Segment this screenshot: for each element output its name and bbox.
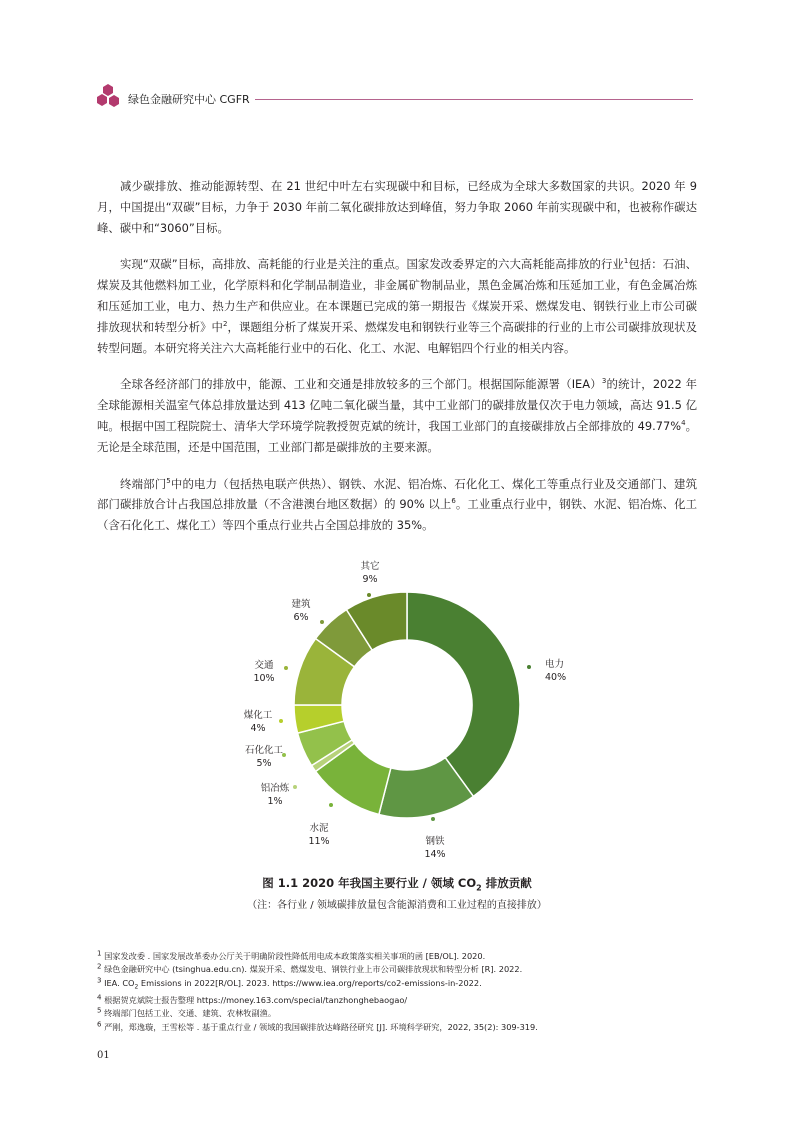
- slice-value-label: 9%: [362, 574, 378, 585]
- slice-category-label: 铝冶炼: [260, 783, 290, 794]
- footnote-ref: 2: [97, 962, 102, 971]
- slice-value-label: 6%: [293, 612, 309, 623]
- footnote-ref: 1: [97, 949, 102, 958]
- donut-chart-svg: [97, 555, 697, 875]
- slice-category-label: 煤化工: [243, 710, 273, 721]
- text-run: 终端部门包括工业、交通、建筑、农林牧副渔。: [101, 1008, 277, 1019]
- leader-dot: [284, 666, 288, 670]
- slice-category-label: 建筑: [291, 599, 311, 610]
- text-run: 的统计，2022 年全球能源相关温室气体总排放量达到 413 亿吨二氧化碳当量，其中工业部门的碳排放量仅次于电力领域，高达 91.5 亿吨。根据中国工程院院士、清华大学环境学院教授贺克斌的统计，我国工业部门的直接碳排放占全部排放的 49.77%: [97, 377, 698, 433]
- footnotes: [97, 950, 697, 1034]
- slice-value-label: 11%: [308, 836, 330, 847]
- text-run: 根据贺克斌院士报告整理 https://money.163.com/special/tanzhonghebaogao/: [101, 994, 408, 1005]
- footnote-item: [97, 977, 697, 994]
- slice-value-label: 14%: [424, 849, 446, 860]
- leader-dot: [329, 803, 333, 807]
- footnote-item: [97, 950, 697, 963]
- text-run: 中的电力（包括热电联产供热）、钢铁、水泥、铝冶炼、石化化工、煤化工等重点行业及交通部门、建筑部门碳排放合计占我国总排放量（不含港澳台地区数据）的 90% 以上: [97, 476, 697, 512]
- footnote-ref: 6: [97, 1019, 102, 1028]
- footnote-ref: 1: [623, 257, 629, 266]
- footnote-ref: 3: [601, 377, 607, 386]
- text-run: 实现“双碳”目标，高排放、高耗能的行业是关注的重点。国家发改委界定的六大高耗能高排放的行业: [120, 257, 624, 272]
- text-run: 绿色金融研究中心 (tsinghua.edu.cn). 煤炭开采、燃煤发电、钢铁行业上市公司碳排放现状和转型分析 [R]. 2022.: [101, 964, 523, 975]
- footnote-item: [97, 963, 697, 976]
- body-text: [97, 176, 697, 552]
- slice-value-label: 5%: [256, 758, 272, 769]
- paragraph: [97, 374, 697, 457]
- paragraph: [97, 474, 697, 536]
- slice-value-label: 1%: [267, 796, 283, 807]
- subscript: 2: [134, 983, 139, 991]
- text-run: 全球各经济部门的排放中，能源、工业和交通是排放较多的三个部门。根据国际能源署（IEA）: [120, 377, 602, 392]
- emissions-donut-chart: [97, 555, 697, 875]
- leader-dot: [320, 620, 324, 624]
- slice-category-label: 交通: [254, 660, 274, 671]
- text-run: 减少碳排放、推动能源转型、在 21 世纪中叶左右实现碳中和目标，已经成为全球大多数国家的共识。2020 年 9 月，中国提出“双碳”目标，力争于 2030 年前二氧化碳排放达到峰值，努力争取 2060 年前实现碳中和，也被称作碳达峰、碳中和“3060”目标。: [97, 179, 697, 235]
- text-run: 严刚，郑逸璇，王雪松等 . 基于重点行业 / 领域的我国碳排放达峰路径研究 [J]. 环境科学研究，2022, 35(2): 309-319.: [101, 1021, 538, 1032]
- text-run: ，课题组分析了煤炭开采、燃煤发电和钢铁行业等三个高碳排的行业的上市公司碳排放现状及转型问题。本研究将关注六大高耗能行业中的石化、化工、水泥、电解铝四个行业的相关内容。: [97, 319, 697, 355]
- donut-slice: [407, 592, 520, 796]
- text-run: Emissions in 2022[R/OL]. 2023. https://www.iea.org/reports/co2-emissions-in-2022.: [138, 977, 482, 988]
- text-run: 。工业重点行业中，钢铁、水泥、铝冶炼、化工（含石化化工、煤化工）等四个重点行业共占全国总排放的 35%。: [97, 497, 697, 533]
- slice-category-label: 钢铁: [425, 836, 445, 847]
- header-divider: [255, 99, 693, 100]
- slice-value-label: 40%: [545, 672, 567, 683]
- footnote-item: [97, 994, 697, 1007]
- paragraph: [97, 254, 697, 358]
- figure-caption: [97, 874, 697, 914]
- hexagon-cluster-logo-icon: [97, 84, 119, 108]
- footnote-item: [97, 1007, 697, 1020]
- text-run: IEA. CO: [101, 977, 135, 988]
- footnote-item: [97, 1021, 697, 1034]
- slice-category-label: 水泥: [309, 823, 329, 834]
- footnote-ref: 5: [97, 1006, 102, 1015]
- footnote-ref: 2: [222, 319, 228, 328]
- footnote-ref: 3: [97, 976, 102, 985]
- slice-category-label: 石化化工: [244, 745, 284, 756]
- leader-dot: [431, 817, 435, 821]
- leader-dot: [279, 719, 283, 723]
- text-run: 终端部门: [120, 476, 167, 491]
- footnote-ref: 4: [97, 993, 102, 1002]
- slice-value-label: 10%: [253, 673, 275, 684]
- leader-dot: [367, 593, 371, 597]
- text-run: 国家发改委 . 国家发展改革委办公厅关于明确阶段性降低用电成本政策落实相关事项的函 [EB/OL]. 2020.: [101, 951, 486, 961]
- slice-category-label: 电力: [545, 659, 565, 670]
- footnote-ref: 4: [681, 419, 686, 428]
- leader-dot: [527, 665, 531, 669]
- slice-category-label: 其它: [360, 561, 380, 572]
- page-header: [97, 84, 697, 108]
- paragraph: [97, 176, 697, 238]
- text-run: 。无论是全球范围，还是中国范围，工业部门都是碳排放的主要来源。: [97, 418, 697, 454]
- caption-note: （注：各行业 / 领域碳排放量包含能源消费和工业过程的直接排放）: [247, 900, 547, 912]
- footnote-ref: 6: [451, 497, 456, 506]
- caption-title: 图 1.1 2020 年我国主要行业 / 领域 $CO_2$ 排放贡献: [262, 876, 532, 893]
- header-title: 绿色金融研究中心 CGFR: [128, 93, 250, 106]
- page-number: 01: [97, 1050, 110, 1061]
- text-run: 包括：石油、煤炭及其他燃料加工业，化学原料和化学制品制造业，非金属矿物制品业，黑色金属冶炼和压延加工业，有色金属冶炼和压延加工业，电力、热力生产和供应业。在本课题已完成的第一期报告《煤炭开采、燃煤发电、钢铁行业上市公司碳排放现状和转型分析》中: [97, 257, 697, 334]
- footnote-ref: 5: [166, 476, 171, 485]
- slice-value-label: 4%: [250, 723, 266, 734]
- leader-dot: [293, 785, 297, 789]
